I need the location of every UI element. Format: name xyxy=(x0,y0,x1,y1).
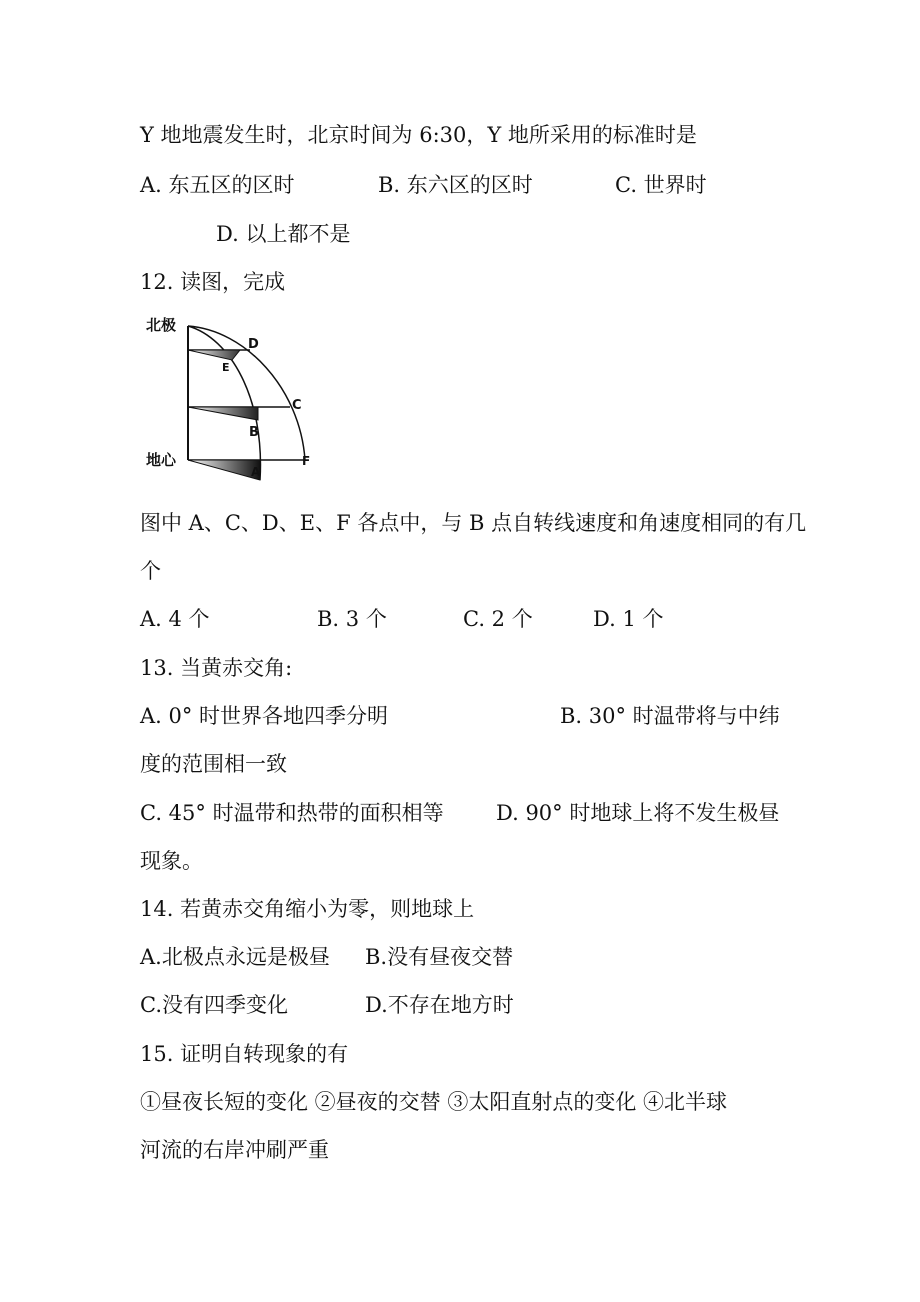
q15-stem: 15. 证明自转现象的有 xyxy=(140,1042,349,1066)
q11-option-b: B. 东六区的区时 xyxy=(378,173,533,197)
q13-option-b-line1: B. 30° 时温带将与中纬 xyxy=(560,704,780,728)
shade-e xyxy=(188,350,240,360)
q15-items-line1: ①昼夜长短的变化 ②昼夜的交替 ③太阳直射点的变化 ④北半球 xyxy=(140,1090,728,1114)
shade-a xyxy=(188,460,260,480)
shade-b xyxy=(188,407,258,420)
q15-items-line2: 河流的右岸冲刷严重 xyxy=(140,1138,329,1162)
q13-option-c: C. 45° 时温带和热带的面积相等 xyxy=(140,801,444,825)
q12-option-c: C. 2 个 xyxy=(463,607,533,631)
q12-question-line1: 图中 A、C、D、E、F 各点中，与 B 点自转线速度和角速度相同的有几 xyxy=(140,511,807,535)
label-north-pole: 北极 xyxy=(146,316,177,334)
q12-option-a: A. 4 个 xyxy=(140,607,210,631)
label-point-d: D xyxy=(248,337,259,352)
label-point-e: E xyxy=(222,361,230,374)
label-point-b: B xyxy=(249,425,259,440)
q13-option-d-line2: 现象。 xyxy=(140,849,203,873)
q12-stem: 12. 读图，完成 xyxy=(140,270,286,294)
label-point-c: C xyxy=(292,398,302,413)
q14-option-b: B.没有昼夜交替 xyxy=(365,945,514,969)
earth-rotation-diagram xyxy=(140,308,320,493)
q12-option-d: D. 1 个 xyxy=(593,607,664,631)
q14-stem: 14. 若黄赤交角缩小为零，则地球上 xyxy=(140,897,475,921)
label-point-f: F xyxy=(302,454,311,468)
q11-option-d: D. 以上都不是 xyxy=(216,222,351,246)
q14-option-a: A.北极点永远是极昼 xyxy=(140,945,330,969)
q13-option-b-line2: 度的范围相一致 xyxy=(140,752,287,776)
q11-option-c: C. 世界时 xyxy=(615,173,707,197)
q11-stem: Y 地地震发生时，北京时间为 6:30，Y 地所采用的标准时是 xyxy=(140,123,697,147)
q14-option-c: C.没有四季变化 xyxy=(140,993,288,1017)
q13-stem: 13. 当黄赤交角: xyxy=(140,656,293,680)
q13-option-d-line1: D. 90° 时地球上将不发生极昼 xyxy=(496,801,780,825)
q14-option-d: D.不存在地方时 xyxy=(365,993,514,1017)
label-center: 地心 xyxy=(146,451,177,469)
q13-option-a: A. 0° 时世界各地四季分明 xyxy=(140,704,389,728)
q12-option-b: B. 3 个 xyxy=(317,607,387,631)
outer-meridian-arc xyxy=(188,326,305,460)
label-point-a: A xyxy=(251,465,261,479)
q11-option-a: A. 东五区的区时 xyxy=(140,173,295,197)
q12-question-line2: 个 xyxy=(140,559,161,583)
